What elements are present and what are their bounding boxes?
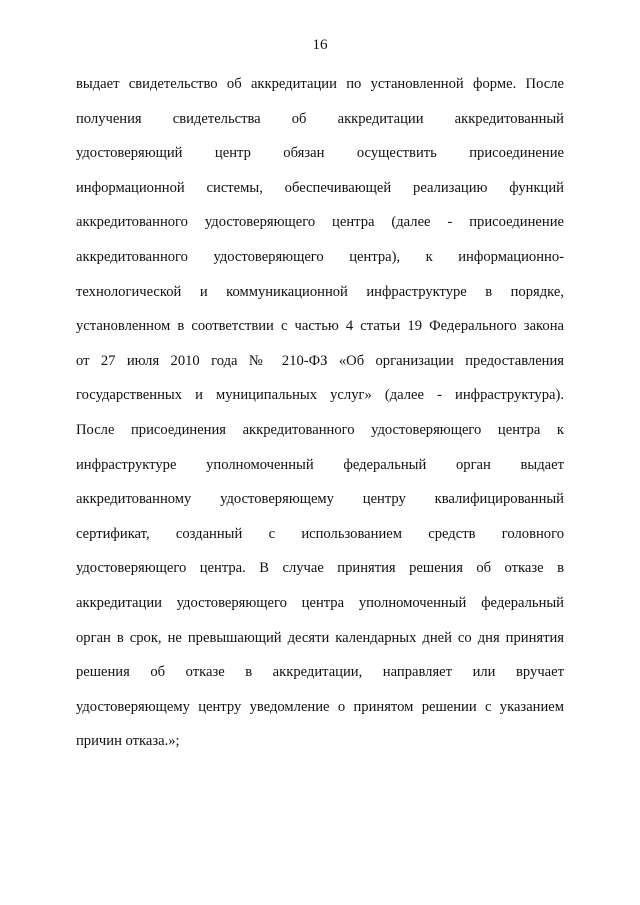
text-line: После присоединения аккредитованного удостоверяющего центра к [76, 421, 564, 438]
text-line: от 27 июля 2010 года № 210-ФЗ «Об организации предоставления [76, 352, 564, 369]
text-line: выдает свидетельство об аккредитации по установленной форме. После [76, 76, 564, 92]
text-line: информационной системы, обеспечивающей реализацию функций [76, 179, 564, 196]
text-line: инфраструктуре уполномоченный федеральный орган выдает [76, 456, 564, 473]
text-line: аккредитованного удостоверяющего центра (далее - присоединение [76, 214, 564, 231]
text-line: удостоверяющий центр обязан осуществить присоединение [76, 145, 564, 162]
text-line: установленном в соответствии с частью 4 статьи 19 Федерального закона [76, 318, 564, 335]
text-line: получения свидетельства об аккредитации аккредитованный [76, 110, 564, 127]
document-body [76, 67, 564, 759]
text-line: удостоверяющему центру уведомление о принятом решении с указанием [76, 698, 564, 715]
text-line: аккредитации удостоверяющего центра уполномоченный федеральный [76, 594, 564, 611]
text-line-last: причин отказа.»; [76, 733, 180, 750]
text-line: аккредитованного удостоверяющего центра), к информационно- [76, 248, 564, 265]
text-line: орган в срок, не превышающий десяти календарных дней со дня принятия [76, 629, 564, 646]
text-line: государственных и муниципальных услуг» (далее - инфраструктура). [76, 387, 564, 404]
text-line: аккредитованному удостоверяющему центру квалифицированный [76, 491, 564, 508]
text-line: технологической и коммуникационной инфраструктуре в порядке, [76, 283, 564, 300]
page-number: 16 [312, 37, 328, 53]
text-line: сертификат, созданный с использованием средств головного [76, 525, 564, 542]
text-line: решения об отказе в аккредитации, направляет или вручает [76, 664, 564, 681]
text-line: удостоверяющего центра. В случае принятия решения об отказе в [76, 560, 564, 577]
